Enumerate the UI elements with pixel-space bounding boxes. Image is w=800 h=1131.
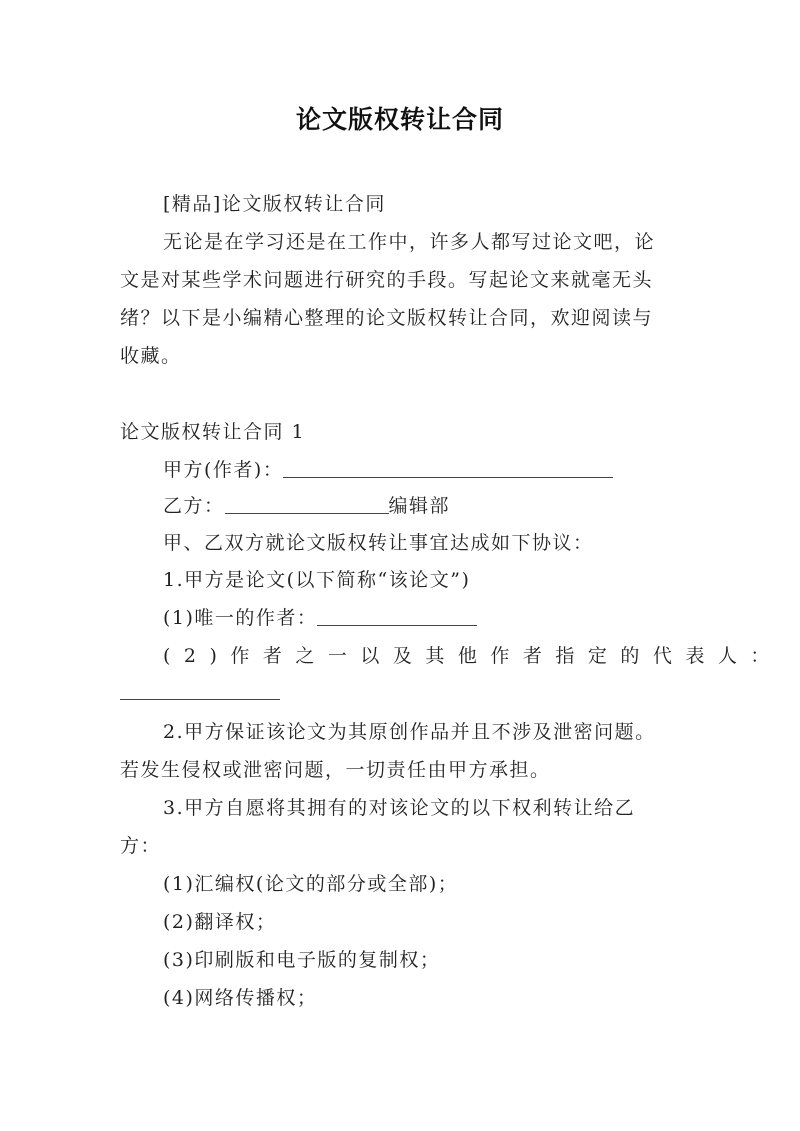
intro-heading: [精品]论文版权转让合同 bbox=[163, 193, 386, 215]
right-4: (4)网络传播权； bbox=[163, 987, 318, 1009]
right-1: (1)汇编权(论文的部分或全部)； bbox=[163, 873, 459, 895]
clause-1-item-2: (2)作者之一以及其他作者指定的代表人： bbox=[163, 645, 783, 667]
sole-author-blank bbox=[317, 607, 477, 626]
right-3: (3)印刷版和电子版的复制权； bbox=[163, 949, 441, 971]
party-b-blank bbox=[225, 495, 389, 514]
intro-paragraph-line-2: 文是对某些学术问题进行研究的手段。写起论文来就毫无头 bbox=[120, 269, 654, 291]
representative-blank bbox=[120, 681, 280, 700]
clause-1-item-1-label: (1)唯一的作者： bbox=[163, 607, 318, 629]
agreement-line: 甲、乙双方就论文版权转让事宜达成如下协议： bbox=[163, 532, 594, 554]
party-a-line bbox=[163, 458, 613, 482]
right-2: (2)翻译权； bbox=[163, 911, 277, 933]
representative-blank-line bbox=[120, 680, 280, 704]
party-b-suffix: 编辑部 bbox=[388, 495, 451, 517]
intro-paragraph-line-3: 绪？以下是小编精心整理的论文版权转让合同，欢迎阅读与 bbox=[120, 307, 654, 329]
clause-1-item-1 bbox=[163, 606, 477, 630]
intro-paragraph-line-1: 无论是在学习还是在工作中，许多人都写过论文吧，论 bbox=[163, 231, 656, 253]
party-a-blank bbox=[283, 459, 613, 478]
clause-2-line-1: 2.甲方保证该论文为其原创作品并且不涉及泄密问题。 bbox=[163, 721, 656, 743]
clause-3-line-1: 3.甲方自愿将其拥有的对该论文的以下权利转让给乙 bbox=[163, 797, 636, 819]
intro-paragraph-line-4: 收藏。 bbox=[120, 345, 182, 367]
document-title: 论文版权转让合同 bbox=[295, 105, 504, 134]
party-a-label: 甲方(作者)： bbox=[163, 459, 284, 481]
clause-3-line-2: 方： bbox=[120, 835, 162, 857]
party-b-label: 乙方： bbox=[163, 495, 225, 517]
clause-1: 1.甲方是论文(以下简称“该论文”) bbox=[163, 569, 471, 591]
clause-2-line-2: 若发生侵权或泄密问题，一切责任由甲方承担。 bbox=[120, 759, 551, 781]
contract-heading: 论文版权转让合同 1 bbox=[120, 421, 306, 443]
party-b-line bbox=[163, 494, 450, 518]
